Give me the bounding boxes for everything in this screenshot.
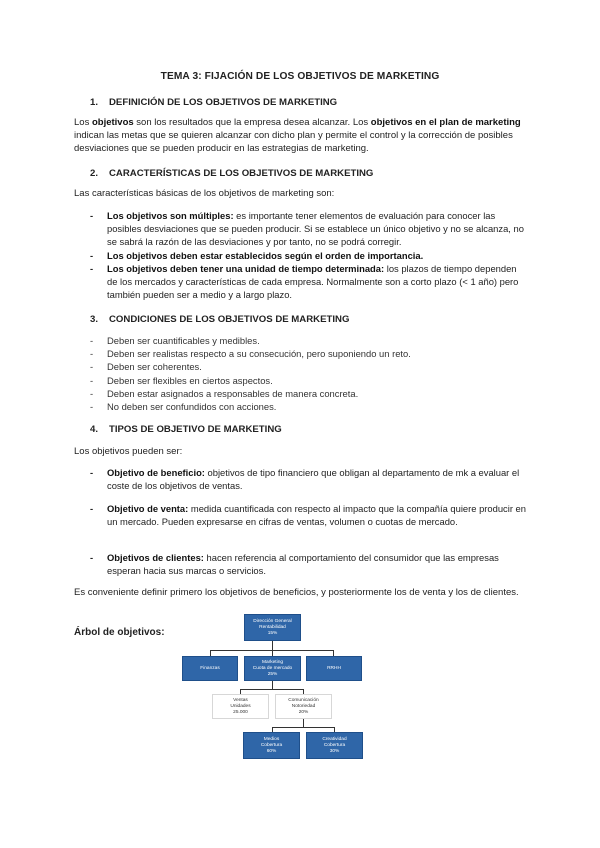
section-title: TIPOS DE OBJETIVO DE MARKETING [109, 424, 282, 435]
bold-term: objetivos [91, 117, 134, 128]
item-bold: Los objetivos deben estar establecidos según el orden de importancia. [107, 250, 424, 261]
tree-label: Árbol de objetivos: [74, 627, 165, 638]
list-item: - Los objetivos deben tener una unidad de tiempo determinada: los plazos de tiempo dependen de los mercados y características de cada empresa. Normalmente son a corto plazo (< 1 año) pero también pueden ser a medio y a largo plazo. [90, 263, 519, 301]
section-4-heading [90, 424, 282, 435]
section-number: 4. [90, 424, 99, 435]
conditions-list [90, 334, 411, 413]
bold-term: objetivos en el plan de marketing [370, 117, 521, 128]
section-1-heading [90, 97, 337, 108]
list-item: - Deben ser flexibles en ciertos aspectos. [90, 374, 273, 386]
tree-node-rrhh: RRHH [306, 656, 362, 681]
list-item: - Objetivos de clientes: hacen referencia al comportamiento del consumidor que las empresas esperan hacia sus marcas o servicios. [90, 552, 499, 577]
section-title: CONDICIONES DE LOS OBJETIVOS DE MARKETING [109, 314, 350, 325]
item-bold: Objetivo de venta: [107, 503, 189, 514]
section-4-intro: Los objetivos pueden ser: [74, 446, 183, 457]
tree-node-finanzas: Finanzas [182, 656, 238, 681]
list-item: - Deben ser realistas respecto a su consecución, pero suponiendo un reto. [90, 348, 411, 360]
item-bold: Los objetivos deben tener una unidad de tiempo determinada: [107, 263, 385, 274]
list-item: - Objetivo de beneficio: objetivos de tipo financiero que obligan al departamento de mk a evaluar el coste de los objetivos de ventas. [90, 467, 520, 492]
list-item: - Los objetivos deben estar establecidos según el orden de importancia. [90, 250, 424, 261]
text-run: Los [74, 117, 92, 128]
item-text: medida cuantificada con respecto al impacto que la compañía quiere producir en un mercado. Pueden expresarse en cifras de ventas, volumen o cuotas de mercado. [107, 503, 526, 528]
section-title: DEFINICIÓN DE LOS OBJETIVOS DE MARKETING [109, 97, 338, 108]
section-number: 2. [90, 168, 99, 179]
item-bold: Objetivo de beneficio: [107, 467, 205, 478]
item-text: es importante tener elementos de evaluación para conocer las posibles desviaciones que se pueden producir. Si se establece un único objetivo y no se alcanza, no se sabrá la razón de las desviaciones y por tanto, no se podrá corregir. [107, 210, 524, 248]
list-item: - Deben estar asignados a responsables de manera concreta. [90, 387, 359, 399]
tree-node-marketing: Marketing Cuota de mercado 25% [244, 656, 301, 681]
section-2-intro: Las características básicas de los objetivos de marketing son: [74, 188, 335, 199]
list-item: - Objetivo de venta: medida cuantificada con respecto al impacto que la compañía quiere producir en un mercado. Pueden expresarse en cifras de ventas, volumen o cuotas de mercado. [90, 503, 526, 528]
item-bold: Objetivos de clientes: [107, 552, 204, 563]
list-item: - Los objetivos son múltiples: es importante tener elementos de evaluación para conocer las posibles desviaciones que se pueden producir. Si se establece un único objetivo y no se alcanza, no se sabrá la razón de las desviaciones y por tanto, no se podrá corregir. [90, 210, 524, 248]
closing-paragraph: Es conveniente definir primero los objetivos de beneficios, y posteriormente los de venta y los de clientes. [74, 587, 519, 598]
section-number: 1. [90, 97, 99, 108]
list-item: - Deben ser coherentes. [90, 361, 202, 373]
tree-node-medios: Medios Cobertura 60% [243, 732, 300, 759]
section-number: 3. [90, 314, 99, 325]
section-title: CARACTERÍSTICAS DE LOS OBJETIVOS DE MARKETING [109, 168, 374, 179]
list-item: - No deben ser confundidos con acciones. [90, 401, 277, 413]
section-2-heading [90, 168, 373, 179]
tree-node-root: Dirección General Rentabilidad 15% [244, 614, 301, 641]
item-text: hacen referencia al comportamiento del consumidor que las empresas esperan hacia sus marcas o servicios. [107, 552, 499, 577]
item-text: objetivos de tipo financiero que obligan al departamento de mk a evaluar el coste de los objetivos de ventas. [107, 467, 520, 492]
item-text: los plazos de tiempo dependen de los mercados y características de cada empresa. Normalmente son a corto plazo (< 1 año) pero también pueden ser a medio y a largo plazo. [107, 263, 519, 301]
tree-node-ventas: Ventas Unidades 25.000 [212, 694, 269, 719]
list-item: - Deben ser cuantificables y medibles. [90, 335, 260, 346]
item-bold: Los objetivos son múltiples: [107, 210, 234, 221]
text-run: indican las metas que se quieren alcanzar con dicho plan y permite el control y la corrección de posibles desviaciones que se pueden producir en las estrategias de marketing. [74, 130, 513, 155]
tree-node-creatividad: Creatividad Cobertura 30% [306, 732, 363, 759]
tree-node-comunicacion: Comunicación Notoriedad 20% [275, 694, 332, 719]
section-3-heading [90, 314, 349, 325]
document-title: TEMA 3: FIJACIÓN DE LOS OBJETIVOS DE MARKETING [160, 71, 440, 82]
section-1-paragraph [74, 116, 530, 156]
text-run: son los resultados que la empresa desea alcanzar. Los [133, 117, 371, 128]
